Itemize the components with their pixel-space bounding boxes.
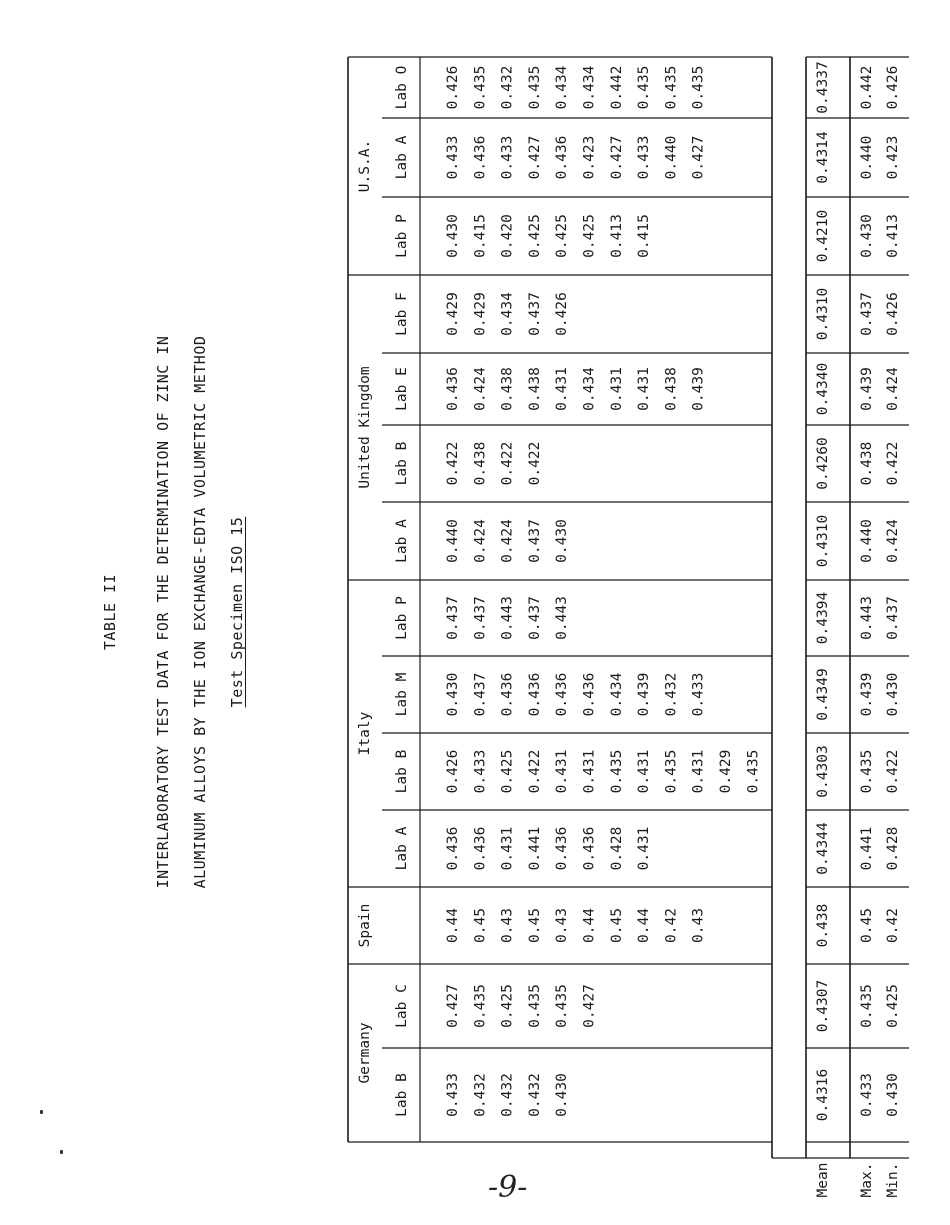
country-header: Spain (357, 903, 373, 948)
lab-label: Lab A (394, 519, 410, 563)
data-value: 0.437 (472, 672, 489, 717)
data-value: 0.434 (554, 65, 571, 110)
row-label-min: Min. (885, 1162, 901, 1198)
max-value: 0.433 (859, 1073, 875, 1117)
data-value: 0.433 (499, 135, 516, 180)
data-value: 0.438 (526, 367, 543, 411)
lab-label: Lab B (394, 749, 410, 794)
data-value: 0.422 (499, 441, 516, 486)
data-value: 0.422 (526, 441, 543, 486)
mean-value: 0.4337 (815, 61, 831, 114)
max-value: 0.442 (859, 65, 875, 110)
data-value: 0.45 (472, 908, 489, 943)
data-value: 0.42 (663, 908, 680, 943)
data-value: 0.43 (554, 908, 571, 943)
data-value: 0.43 (690, 908, 707, 943)
max-value: 0.443 (859, 596, 875, 640)
data-value: 0.422 (445, 441, 461, 486)
mean-value: 0.4260 (815, 437, 831, 490)
mean-value: 0.4310 (815, 514, 831, 568)
mean-value: 0.4210 (815, 209, 831, 263)
max-value: 0.441 (859, 826, 875, 871)
mean-value: 0.4310 (815, 287, 831, 341)
lab-label: Lab O (394, 65, 410, 110)
row-label-mean: Mean (815, 1162, 831, 1198)
data-value: 0.427 (581, 984, 598, 1028)
max-value: 0.435 (859, 749, 875, 794)
data-value: 0.429 (718, 749, 734, 794)
data-value: 0.436 (554, 672, 571, 717)
data-value: 0.424 (472, 519, 489, 563)
mean-value: 0.4307 (815, 979, 831, 1033)
lab-label: Lab A (394, 826, 410, 871)
min-value: 0.424 (885, 367, 901, 411)
data-value: 0.431 (690, 749, 707, 794)
max-value: 0.45 (859, 908, 875, 943)
data-value: 0.436 (581, 826, 598, 871)
data-value: 0.435 (745, 749, 762, 794)
mean-value: 0.438 (815, 903, 831, 948)
data-value: 0.424 (499, 519, 516, 563)
min-value: 0.413 (885, 214, 901, 258)
data-value: 0.423 (581, 135, 598, 180)
data-value: 0.435 (690, 65, 707, 110)
data-value: 0.415 (472, 214, 489, 258)
min-value: 0.42 (885, 908, 901, 943)
data-value: 0.415 (636, 214, 653, 258)
data-value: 0.45 (608, 908, 625, 943)
data-value: 0.442 (608, 65, 625, 110)
data-value: 0.434 (608, 672, 625, 717)
max-value: 0.435 (859, 984, 875, 1028)
mean-value: 0.4349 (815, 668, 831, 721)
page-number: -9- (488, 1170, 528, 1205)
data-value: 0.429 (445, 292, 461, 336)
min-value: 0.424 (885, 519, 901, 563)
data-value: 0.430 (445, 214, 461, 258)
data-value: 0.432 (499, 1073, 516, 1117)
data-value: 0.427 (690, 135, 707, 180)
data-value: 0.434 (499, 292, 516, 336)
data-value: 0.43 (499, 908, 516, 943)
data-value: 0.426 (445, 65, 461, 110)
table-label: TABLE II (101, 573, 119, 651)
data-value: 0.437 (472, 596, 489, 640)
data-value: 0.420 (499, 214, 516, 258)
data-value: 0.438 (472, 441, 489, 486)
min-value: 0.422 (885, 749, 901, 794)
data-value: 0.427 (445, 984, 461, 1028)
mean-value: 0.4344 (815, 822, 831, 875)
data-value: 0.434 (581, 367, 598, 411)
max-value: 0.430 (859, 214, 875, 258)
data-value: 0.435 (608, 749, 625, 794)
title-line-1: INTERLABORATORY TEST DATA FOR THE DETERMINATION OF ZINC IN (154, 335, 172, 889)
min-value: 0.430 (885, 1073, 901, 1117)
data-value: 0.439 (690, 367, 707, 411)
max-value: 0.439 (859, 367, 875, 411)
data-value: 0.438 (499, 367, 516, 411)
country-header: United Kingdom (357, 366, 373, 489)
lab-label: Lab B (394, 1073, 410, 1117)
data-value: 0.432 (499, 65, 516, 110)
data-value: 0.431 (554, 367, 571, 411)
max-value: 0.439 (859, 672, 875, 717)
min-value: 0.426 (885, 65, 901, 110)
lab-label: Lab P (394, 596, 410, 640)
data-value: 0.413 (608, 214, 625, 258)
data-value: 0.428 (608, 826, 625, 871)
country-header: Germany (357, 1022, 373, 1084)
data-value: 0.440 (445, 519, 461, 563)
data-value: 0.435 (526, 65, 543, 110)
country-header: Italy (357, 711, 373, 756)
data-value: 0.431 (636, 749, 653, 794)
data-value: 0.437 (445, 596, 461, 640)
data-value: 0.433 (636, 135, 653, 180)
data-value: 0.429 (472, 292, 489, 336)
data-value: 0.433 (445, 135, 461, 180)
data-value: 0.425 (499, 749, 516, 794)
data-value: 0.436 (581, 672, 598, 717)
min-value: 0.430 (885, 672, 901, 717)
data-value: 0.435 (663, 65, 680, 110)
title-line-2: ALUMINUM ALLOYS BY THE ION EXCHANGE-EDTA VOLUMETRIC METHOD (191, 335, 209, 889)
data-value: 0.435 (554, 984, 571, 1028)
row-label-max: Max. (859, 1162, 875, 1198)
data-value: 0.427 (608, 135, 625, 180)
data-value: 0.427 (526, 135, 543, 180)
min-value: 0.423 (885, 135, 901, 180)
data-value: 0.439 (636, 672, 653, 717)
data-value: 0.431 (554, 749, 571, 794)
data-value: 0.426 (445, 749, 461, 794)
data-value: 0.441 (526, 826, 543, 871)
lab-label: Lab M (394, 672, 410, 717)
data-value: 0.440 (663, 135, 680, 180)
max-value: 0.437 (859, 292, 875, 336)
data-value: 0.432 (526, 1073, 543, 1117)
scan-speck (60, 1150, 63, 1154)
data-value: 0.437 (526, 596, 543, 640)
lab-label: Lab B (394, 441, 410, 486)
mean-value: 0.4314 (815, 131, 831, 184)
data-value: 0.431 (581, 749, 598, 794)
mean-value: 0.4394 (815, 591, 831, 645)
data-value: 0.436 (445, 367, 461, 411)
data-value: 0.432 (663, 672, 680, 717)
data-value: 0.434 (581, 65, 598, 110)
data-value: 0.44 (636, 908, 653, 943)
lab-label: Lab A (394, 135, 410, 180)
data-value: 0.426 (554, 292, 571, 336)
data-value: 0.435 (472, 65, 489, 110)
data-value: 0.443 (554, 596, 571, 640)
data-value: 0.436 (472, 135, 489, 180)
mean-value: 0.4316 (815, 1068, 831, 1122)
data-value: 0.437 (526, 519, 543, 563)
data-value: 0.436 (499, 672, 516, 717)
data-value: 0.425 (526, 214, 543, 258)
data-value: 0.44 (445, 908, 461, 943)
min-value: 0.425 (885, 984, 901, 1028)
data-value: 0.438 (663, 367, 680, 411)
data-value: 0.436 (554, 135, 571, 180)
data-value: 0.436 (526, 672, 543, 717)
data-value: 0.435 (472, 984, 489, 1028)
data-value: 0.436 (472, 826, 489, 871)
data-value: 0.422 (526, 749, 543, 794)
min-value: 0.422 (885, 441, 901, 486)
min-value: 0.437 (885, 596, 901, 640)
lab-label: Lab E (394, 367, 410, 411)
data-value: 0.425 (581, 214, 598, 258)
data-value: 0.425 (499, 984, 516, 1028)
max-value: 0.438 (859, 441, 875, 486)
data-value: 0.436 (554, 826, 571, 871)
data-value: 0.431 (608, 367, 625, 411)
data-value: 0.435 (663, 749, 680, 794)
country-header: U.S.A. (357, 139, 373, 193)
max-value: 0.440 (859, 135, 875, 180)
subtitle: Test Specimen ISO 15 (228, 516, 246, 708)
data-value: 0.433 (472, 749, 489, 794)
data-value: 0.424 (472, 367, 489, 411)
data-value: 0.45 (526, 908, 543, 943)
lab-label: Lab C (394, 984, 410, 1028)
data-value: 0.437 (526, 292, 543, 336)
data-value: 0.431 (636, 367, 653, 411)
data-value: 0.430 (554, 1073, 571, 1117)
data-value: 0.430 (554, 519, 571, 563)
min-value: 0.426 (885, 292, 901, 336)
min-value: 0.428 (885, 826, 901, 871)
lab-label: Lab P (394, 214, 410, 258)
scan-speck (40, 1110, 43, 1114)
data-value: 0.430 (445, 672, 461, 717)
data-value: 0.44 (581, 908, 598, 943)
mean-value: 0.4340 (815, 362, 831, 416)
data-value: 0.425 (554, 214, 571, 258)
data-value: 0.435 (636, 65, 653, 110)
mean-value: 0.4303 (815, 745, 831, 798)
data-value: 0.443 (499, 596, 516, 640)
data-value: 0.433 (690, 672, 707, 717)
table-grid (348, 57, 909, 1197)
max-value: 0.440 (859, 519, 875, 563)
data-value: 0.431 (636, 826, 653, 871)
data-value: 0.435 (526, 984, 543, 1028)
data-value: 0.432 (472, 1073, 489, 1117)
lab-label: Lab F (394, 292, 410, 336)
data-value: 0.431 (499, 826, 516, 871)
data-value: 0.433 (445, 1073, 461, 1117)
data-value: 0.436 (445, 826, 461, 871)
